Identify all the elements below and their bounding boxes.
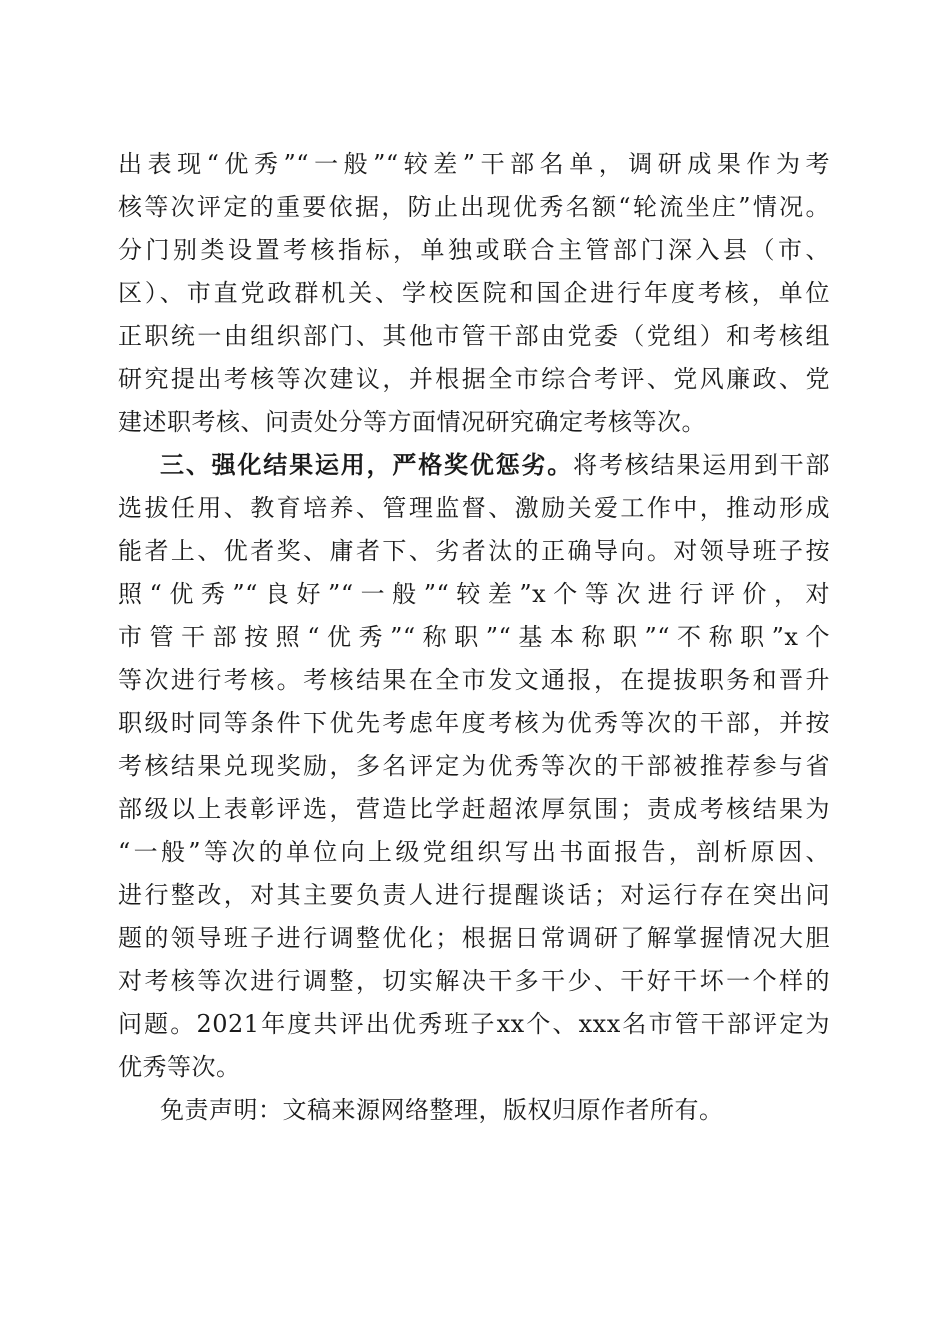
disclaimer: 免责声明：文稿来源网络整理，版权归原作者所有。 <box>160 1096 724 1124</box>
text-line: “一般”等次的单位向上级党组织写出书面报告，剖析原因、 <box>118 838 830 866</box>
text-line: 照“优秀”“良好”“一般”“较差”x个等次进行评价，对 <box>118 580 830 608</box>
text-line: 职级时同等条件下优先考虑年度考核为优秀等次的干部，并按 <box>118 709 830 737</box>
text-line: 进行整改，对其主要负责人进行提醒谈话；对运行存在突出问 <box>118 881 830 909</box>
text-line: 分门别类设置考核指标，单独或联合主管部门深入县（市、 <box>118 236 830 264</box>
text-line: 等次进行考核。考核结果在全市发文通报，在提拔职务和晋升 <box>118 666 830 694</box>
text-line: 优秀等次。 <box>118 1053 241 1081</box>
text-line: 研究提出考核等次建议，并根据全市综合考评、党风廉政、党 <box>118 365 830 393</box>
section-3-heading: 三、强化结果运用，严格奖优惩劣。 <box>160 451 574 479</box>
text-line: 问题。2021年度共评出优秀班子xx个、xxx名市管干部评定为 <box>118 1010 830 1038</box>
section-3-first-line <box>118 444 830 487</box>
text-line: 区）、市直党政群机关、学校医院和国企进行年度考核，单位 <box>118 279 830 307</box>
section-3-first-line-text: 将考核结果运用到干部 <box>573 451 831 479</box>
text-line: 正职统一由组织部门、其他市管干部由党委（党组）和考核组 <box>118 322 830 350</box>
text-line: 市管干部按照“优秀”“称职”“基本称职”“不称职”x个 <box>118 623 830 651</box>
text-line: 建述职考核、问责处分等方面情况研究确定考核等次。 <box>118 408 706 436</box>
section-3-paragraph <box>118 444 830 1089</box>
text-line: 考核结果兑现奖励，多名评定为优秀等次的干部被推荐参与省 <box>118 752 830 780</box>
text-line: 对考核等次进行调整，切实解决干多干少、干好干坏一个样的 <box>118 967 830 995</box>
paragraph-1 <box>118 143 830 444</box>
text-line: 能者上、优者奖、庸者下、劣者汰的正确导向。对领导班子按 <box>118 537 830 565</box>
text-line: 题的领导班子进行调整优化；根据日常调研了解掌握情况大胆 <box>118 924 830 952</box>
text-line: 部级以上表彰评选，营造比学赶超浓厚氛围；责成考核结果为 <box>118 795 830 823</box>
text-line: 出表现“优秀”“一般”“较差”干部名单，调研成果作为考 <box>118 150 830 178</box>
text-line: 核等次评定的重要依据，防止出现优秀名额“轮流坐庄”情况。 <box>118 193 830 221</box>
document-body <box>118 143 830 1132</box>
text-line: 选拔任用、教育培养、管理监督、激励关爱工作中，推动形成 <box>118 494 830 522</box>
